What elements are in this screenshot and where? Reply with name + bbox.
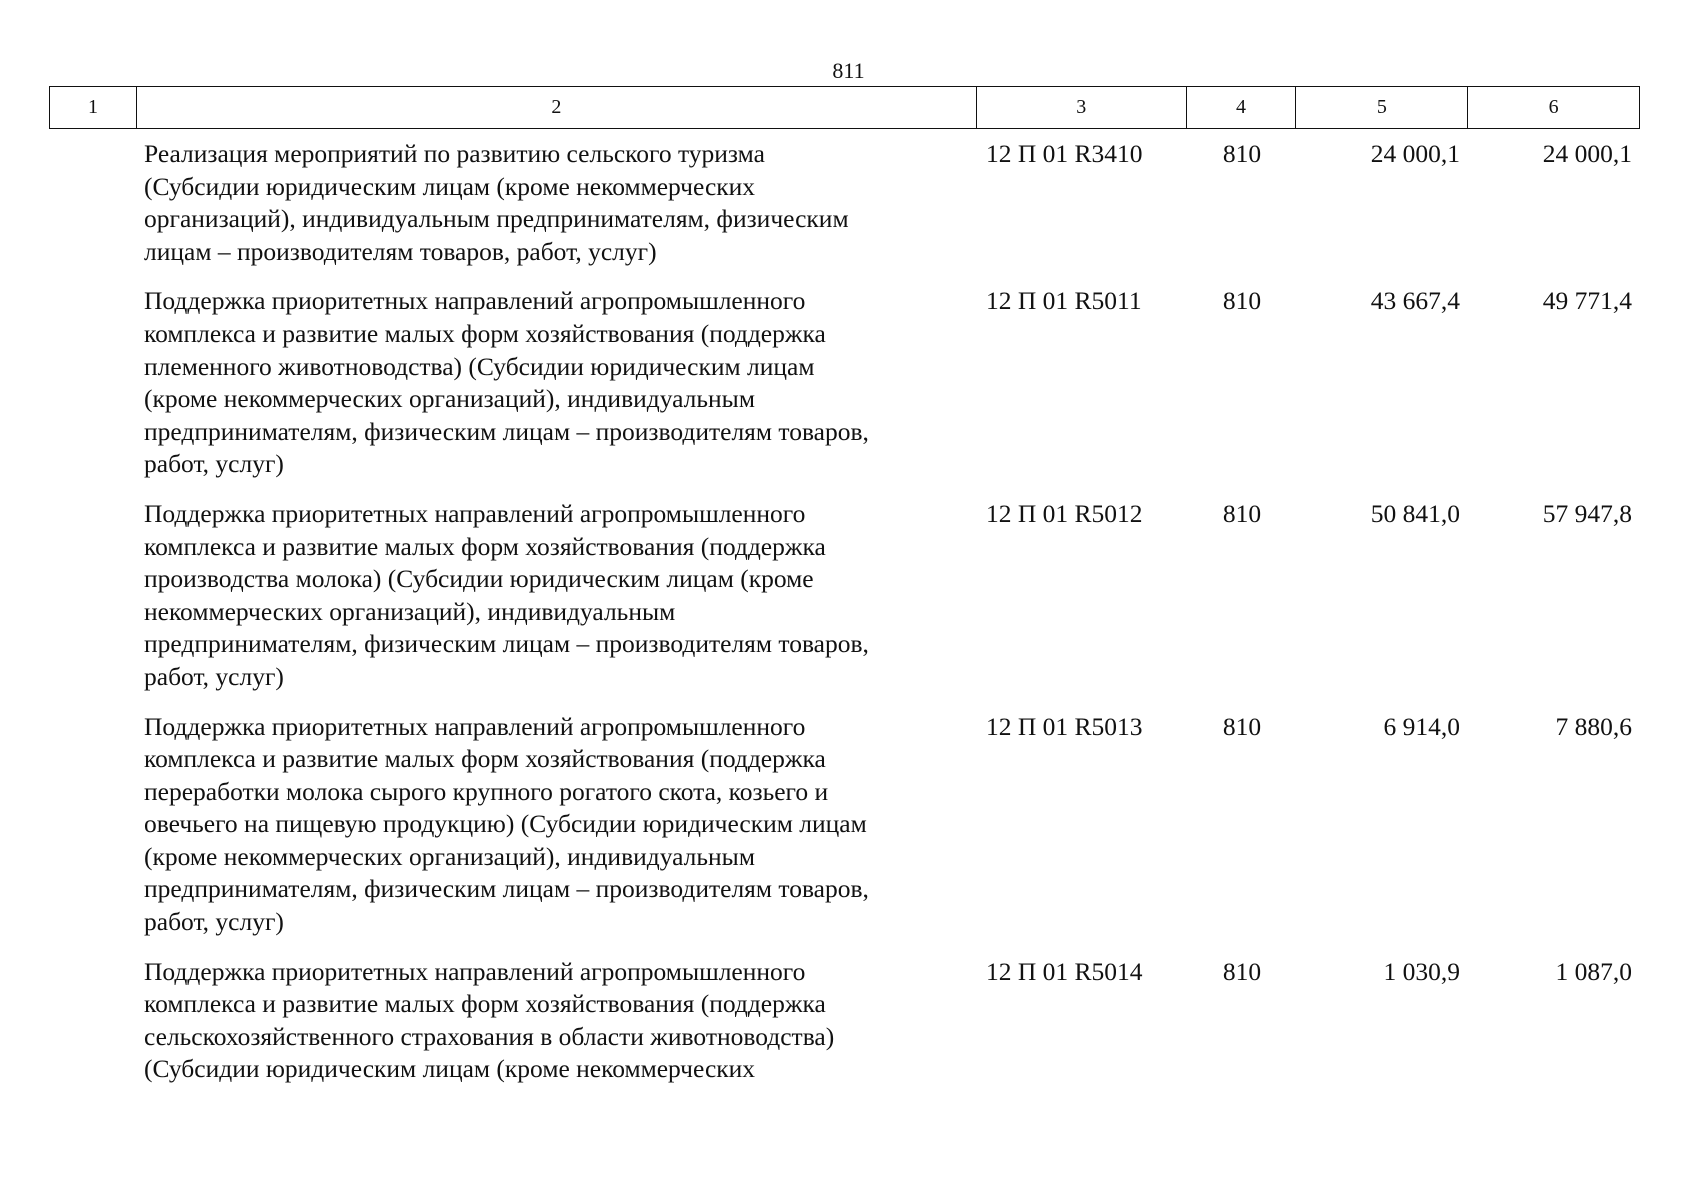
row-number-cell bbox=[49, 285, 136, 481]
row-value-5: 6 914,0 bbox=[1383, 711, 1460, 741]
row-number-cell bbox=[49, 138, 136, 268]
table-row bbox=[49, 956, 1640, 1086]
row-value-5: 43 667,4 bbox=[1370, 286, 1460, 316]
header-col-1: 1 bbox=[50, 87, 137, 128]
row-type: 810 bbox=[1222, 498, 1262, 528]
row-code: 12 П 01 R5012 bbox=[986, 498, 1143, 528]
row-value-6: 7 880,6 bbox=[1555, 711, 1632, 741]
row-description: Поддержка приоритетных направлений агропромышленного комплекса и развитие малых форм хозяйствования (поддержка переработки молока сырого крупного рогатого скота, козьего и овечьего на пищевую продукцию) (Субсидии юридическим лицам (кроме некоммерческих организаций), индивидуальным предпринимателям, физическим лицам – производителям товаров, работ, услуг) bbox=[144, 711, 869, 937]
header-col-4: 4 bbox=[1187, 87, 1297, 128]
table-header bbox=[49, 86, 1640, 129]
page-number: 811 bbox=[832, 58, 865, 83]
row-code: 12 П 01 R5013 bbox=[986, 711, 1143, 741]
header-col-3: 3 bbox=[977, 87, 1187, 128]
row-value-5: 1 030,9 bbox=[1383, 956, 1460, 986]
row-value-6: 24 000,1 bbox=[1542, 139, 1632, 168]
table-row bbox=[49, 285, 1640, 481]
row-description: Реализация мероприятий по развитию сельского туризма (Субсидии юридическим лицам (кроме некоммерческих организаций), индивидуальным предпринимателям, физическим лицам – производителям товаров, работ, услуг) bbox=[144, 139, 849, 266]
table-row bbox=[49, 711, 1640, 939]
table-body bbox=[49, 138, 1640, 1103]
row-code: 12 П 01 R5014 bbox=[986, 956, 1143, 986]
table-row bbox=[49, 138, 1640, 268]
header-col-5: 5 bbox=[1296, 87, 1468, 128]
row-type: 810 bbox=[1222, 286, 1262, 316]
row-value-5: 24 000,1 bbox=[1370, 139, 1460, 168]
table-row bbox=[49, 498, 1640, 694]
row-value-6: 57 947,8 bbox=[1542, 498, 1632, 528]
row-description: Поддержка приоритетных направлений агропромышленного комплекса и развитие малых форм хозяйствования (поддержка сельскохозяйственного страхования в области животноводства) (Субсидии юридическим лицам (кроме некоммерческих bbox=[144, 956, 835, 1084]
row-code: 12 П 01 R3410 bbox=[986, 139, 1143, 168]
row-value-6: 1 087,0 bbox=[1555, 956, 1632, 986]
row-value-5: 50 841,0 bbox=[1370, 498, 1460, 528]
header-col-6: 6 bbox=[1548, 96, 1559, 118]
row-value-6: 49 771,4 bbox=[1542, 286, 1632, 316]
row-number-cell bbox=[49, 711, 136, 939]
row-type: 810 bbox=[1222, 711, 1262, 741]
row-description: Поддержка приоритетных направлений агропромышленного комплекса и развитие малых форм хозяйствования (поддержка производства молока) (Субсидии юридическим лицам (кроме некоммерческих организаций), индивидуальным предпринимателям, физическим лицам – производителям товаров, работ, услуг) bbox=[144, 498, 869, 691]
header-col-2: 2 bbox=[137, 87, 977, 128]
row-number-cell bbox=[49, 956, 136, 1086]
row-code: 12 П 01 R5011 bbox=[986, 286, 1142, 316]
row-number-cell bbox=[49, 498, 136, 694]
row-type: 810 bbox=[1222, 139, 1262, 168]
row-description: Поддержка приоритетных направлений агропромышленного комплекса и развитие малых форм хозяйствования (поддержка племенного животноводства) (Субсидии юридическим лицам (кроме некоммерческих организаций), индивидуальным предпринимателям, физическим лицам – производителям товаров, работ, услуг) bbox=[144, 286, 869, 479]
row-type: 810 bbox=[1222, 956, 1262, 986]
